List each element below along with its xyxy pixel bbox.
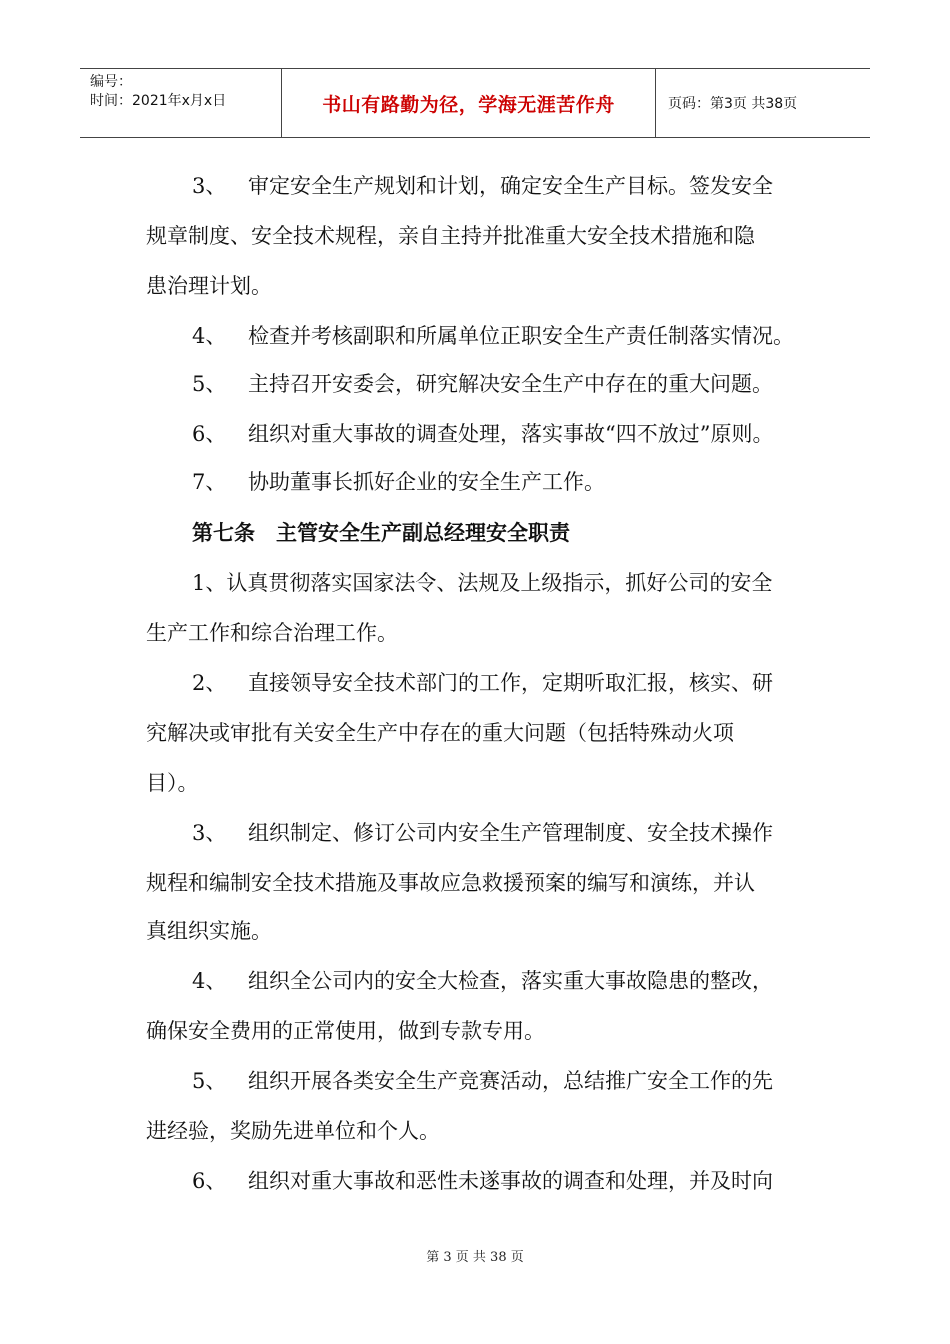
list-item xyxy=(192,322,794,350)
item-number: 4、 xyxy=(192,324,227,348)
item-number: 5、 xyxy=(192,1069,227,1093)
list-item xyxy=(192,172,773,200)
section-heading: 第七条 主管安全生产副总经理安全职责 xyxy=(192,520,570,545)
item-text: 检查并考核副职和所属单位正职安全生产责任制落实情况。 xyxy=(248,324,794,348)
item-text: 组织对重大事故和恶性未遂事故的调查和处理，并及时向 xyxy=(248,1169,773,1193)
item-number: 5、 xyxy=(192,372,227,396)
list-item xyxy=(192,370,773,398)
item-number: 3、 xyxy=(192,821,227,845)
item-number: 7、 xyxy=(192,470,227,494)
item-text: 组织对重大事故的调查处理，落实事故“四不放过”原则。 xyxy=(248,422,774,446)
list-item xyxy=(192,1167,773,1195)
list-item xyxy=(192,468,605,496)
page-header xyxy=(80,68,870,138)
text-line: 确保安全费用的正常使用，做到专款专用。 xyxy=(146,1019,545,1043)
page-footer: 第 3 页 共 38 页 xyxy=(426,1250,524,1265)
item-number: 2、 xyxy=(192,671,227,695)
list-item xyxy=(192,669,773,697)
item-number: 4、 xyxy=(192,969,227,993)
text-line: 规章制度、安全技术规程，亲自主持并批准重大安全技术措施和隐 xyxy=(146,224,755,248)
text-line: 进经验，奖励先进单位和个人。 xyxy=(146,1119,440,1143)
list-item xyxy=(192,967,773,995)
item-text: 协助董事长抓好企业的安全生产工作。 xyxy=(248,470,605,494)
document-number-label: 编号： xyxy=(90,74,132,90)
item-text: 直接领导安全技术部门的工作，定期听取汇报，核实、研 xyxy=(248,671,773,695)
item-text: 组织制定、修订公司内安全生产管理制度、安全技术操作 xyxy=(248,821,773,845)
text-line: 真组织实施。 xyxy=(146,919,272,943)
header-motto: 书山有路勤为径，学海无涯苦作舟 xyxy=(282,69,656,137)
item-text: 组织全公司内的安全大检查，落实重大事故隐患的整改， xyxy=(248,969,773,993)
item-number: 3、 xyxy=(192,174,227,198)
text-line: 生产工作和综合治理工作。 xyxy=(146,621,398,645)
item-number: 6、 xyxy=(192,422,227,446)
list-item xyxy=(192,420,773,448)
item-text: 组织开展各类安全生产竞赛活动，总结推广安全工作的先 xyxy=(248,1069,773,1093)
text-line: 究解决或审批有关安全生产中存在的重大问题（包括特殊动火项 xyxy=(146,721,734,745)
item-number: 6、 xyxy=(192,1169,227,1193)
list-item xyxy=(192,1067,773,1095)
item-text: 主持召开安委会，研究解决安全生产中存在的重大问题。 xyxy=(248,372,773,396)
text-line: 患治理计划。 xyxy=(146,274,272,298)
text-line: 1、认真贯彻落实国家法令、法规及上级指示，抓好公司的安全 xyxy=(192,571,773,595)
header-page-info: 页码：第3页 共38页 xyxy=(668,96,798,112)
item-text: 审定安全生产规划和计划，确定安全生产目标。签发安全 xyxy=(248,174,773,198)
text-line: 规程和编制安全技术措施及事故应急救援预案的编写和演练，并认 xyxy=(146,871,755,895)
list-item xyxy=(192,819,773,847)
document-date: 时间：2021年x月x日 xyxy=(90,93,227,109)
header-meta xyxy=(80,69,282,137)
text-line: 目）。 xyxy=(146,771,199,795)
